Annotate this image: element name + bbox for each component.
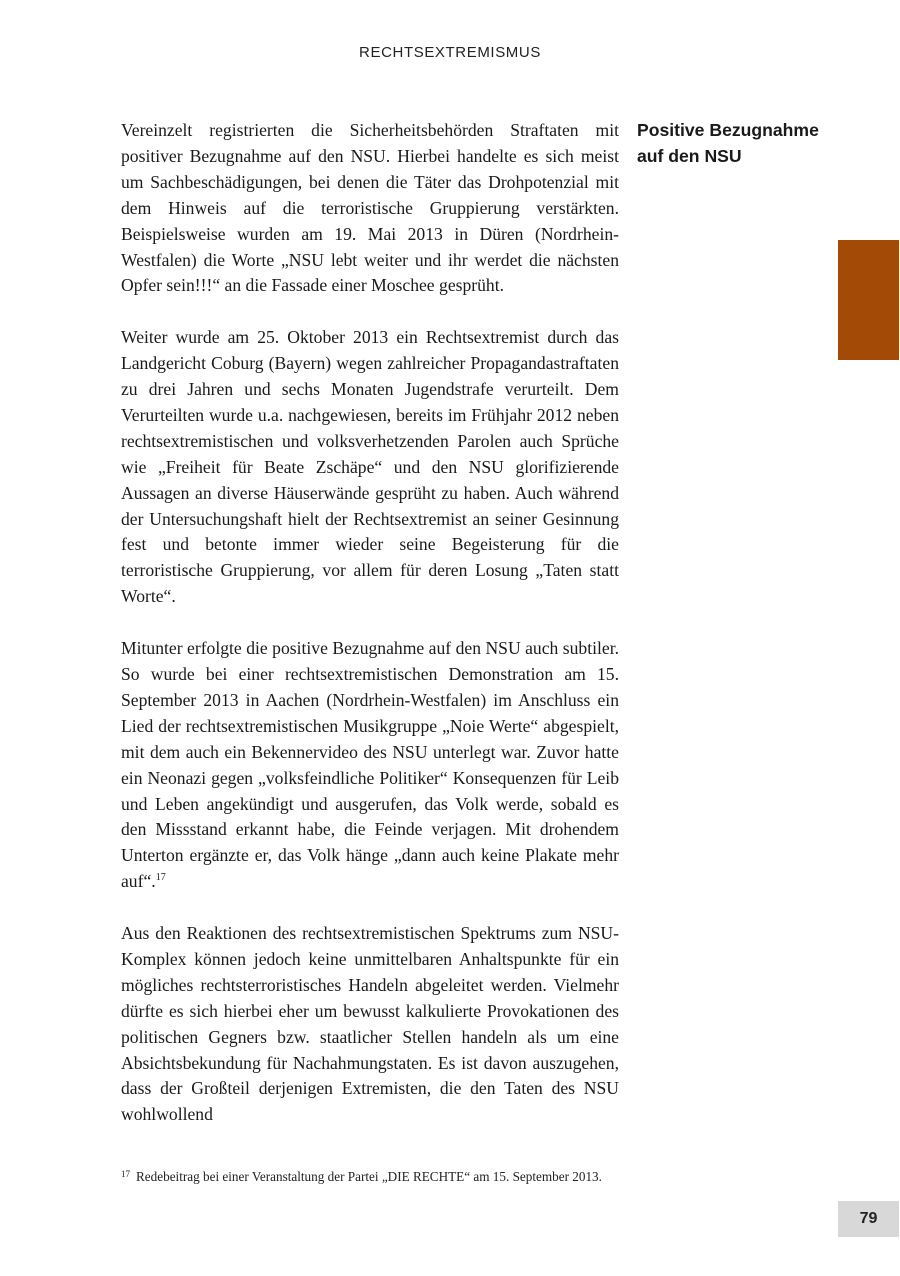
paragraph: Weiter wurde am 25. Oktober 2013 ein Rechtsextremist durch das Landgericht Coburg (Bayern) wegen zahlreicher Propagandastraftaten zu drei Jahren und sechs Monaten Jugendstrafe verurteilt. Dem Verurteilten wurde u.a. nachgewiesen, bereits im Frühjahr 2012 neben rechtsextremistischen und volksverhetzenden Parolen auch Sprüche wie „Freiheit für Beate Zschäpe“ und den NSU glorifizierende Aussagen an diverse Häuserwände gesprüht zu haben. Auch während der Untersuchungshaft hielt der Rechtsextremist an seiner Gesinnung fest und betonte immer wieder seine Begeisterung für die terroristische Gruppierung, vor allem für deren Losung „Taten statt Worte“. [121,327,619,607]
paragraph [121,636,619,895]
margin-heading: Positive Bezugnahme auf den NSU [637,120,819,166]
footnote-reference[interactable]: 17 [155,872,166,884]
paragraph: Aus den Reaktionen des rechtsextremistischen Spektrums zum NSU-Komplex können jedoch keine unmittelbaren Anhaltspunkte für ein mögliches rechtsterroristisches Handeln abgeleitet werden. Vielmehr dürfte es sich hierbei eher um bewusst kalkulierte Provokationen des politischen Gegners bzw. staatlicher Stellen handeln als um eine Absichtsbekundung für Nachahmungstaten. Es ist davon auszugehen, dass der Großteil derjenigen Extremisten, die den Taten des NSU wohlwollend [121,923,619,1125]
footnote-number: 17 [121,1169,130,1179]
paragraph-text: Mitunter erfolgte die positive Bezugnahme auf den NSU auch subtiler. So wurde bei einer rechtsextremistischen Demonstration am 15. September 2013 in Aachen (Nordrhein-Westfalen) im Anschluss ein Lied der rechtsextremistischen Musikgruppe „Noie Werte“ abgespielt, mit dem auch ein Bekennervideo des NSU unterlegt war. Zuvor hatte ein Neonazi gegen „volksfeindliche Politiker“ Konsequenzen für Leib und Leben angekündigt und ausgerufen, das Volk werde, sobald es den Missstand erkannt habe, die Feinde verjagen. Mit drohendem Unterton ergänzte er, das Volk hänge „dann auch keine Plakate mehr auf“. [121,638,619,892]
main-text [121,118,619,1128]
footnote [121,1167,619,1186]
chapter-tab-marker [838,240,899,360]
page-number: 79 [838,1201,899,1237]
running-header: RECHTSEXTREMISMUS [359,44,541,61]
footnote-text: Redebeitrag bei einer Veranstaltung der Partei „DIE RECHTE“ am 15. September 2013. [136,1169,602,1184]
paragraph: Vereinzelt registrierten die Sicherheitsbehörden Straftaten mit positiver Bezugnahme auf den NSU. Hierbei handelte es sich meist um Sachbeschädigungen, bei denen die Täter das Drohpotenzial mit dem Hinweis auf die terroristische Gruppierung verstärkten. Beispielsweise wurden am 19. Mai 2013 in Düren (Nordrhein-Westfalen) die Worte „NSU lebt weiter und ihr werdet die nächsten Opfer sein!!!“ an die Fassade einer Moschee gesprüht. [121,120,619,296]
